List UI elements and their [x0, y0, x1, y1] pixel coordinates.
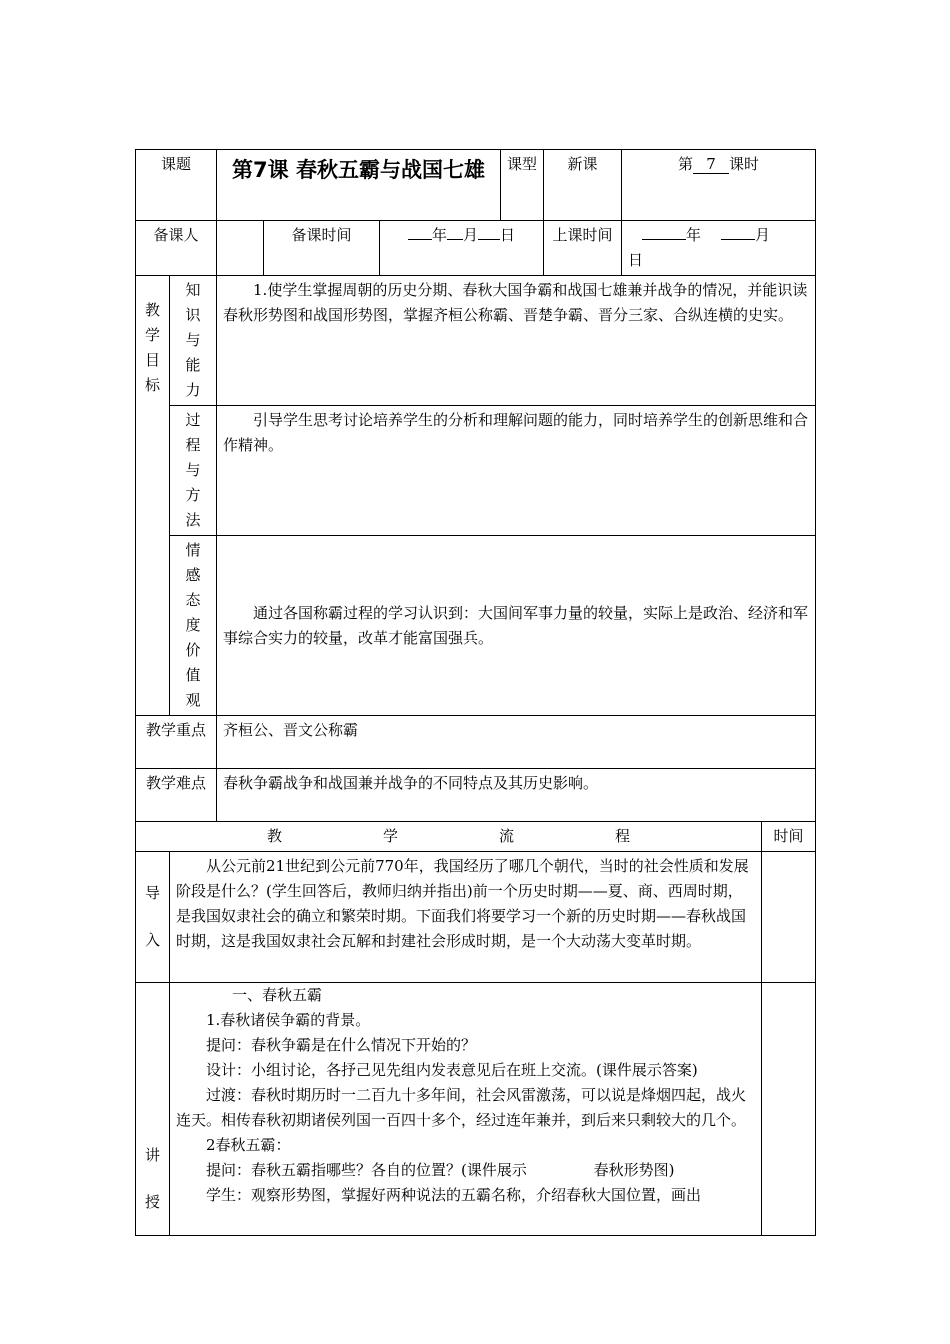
lecture-label: 讲 授 [136, 983, 170, 1236]
difficulty-label: 教学难点 [136, 769, 217, 822]
class-date: 年 月 日 [622, 221, 816, 276]
prep-row [136, 221, 816, 276]
lecture-line: 1.春秋诸侯争霸的背景。 [206, 1011, 371, 1029]
objective-process-row [136, 406, 816, 536]
lecture-line: 提问：春秋五霸指哪些？各自的位置？(课件展示 春秋形势图) [206, 1161, 675, 1179]
objective-knowledge-row [136, 276, 816, 406]
knowledge-text: 1.使学生掌握周朝的历史分期、春秋大国争霸和战国七雄兼并战争的情况，并能识读春秋形势图和战国形势图，掌握齐桓公称霸、晋楚争霸、晋分三家、合纵连横的史实。 [217, 276, 816, 406]
key-point-text: 齐桓公、晋文公称霸 [217, 716, 816, 769]
difficulty-row [136, 769, 816, 822]
time-label: 时间 [762, 822, 816, 852]
process-label: 过 程 与 方 法 [170, 406, 217, 536]
prep-date: 年 月 日 [380, 221, 544, 276]
flow-header-row [136, 822, 816, 852]
difficulty-text: 春秋争霸战争和战国兼并战争的不同特点及其历史影响。 [217, 769, 816, 822]
knowledge-label: 知 识 与 能 力 [170, 276, 217, 406]
lesson-plan-table [135, 149, 816, 1236]
lecture-line: 学生：观察形势图，掌握好两种说法的五霸名称，介绍春秋大国位置，画出 [206, 1186, 702, 1204]
key-point-label: 教学重点 [136, 716, 217, 769]
lecture-line: 提问：春秋争霸是在什么情况下开始的？ [206, 1036, 477, 1054]
period-cell [622, 150, 816, 221]
lecture-line: 设计：小组讨论，各抒己见先组内发表意见后在班上交流。(课件展示答案) [206, 1061, 698, 1079]
process-text: 引导学生思考讨论培养学生的分析和理解问题的能力，同时培养学生的创新思维和合作精神。 [217, 406, 816, 536]
topic-row [136, 150, 816, 221]
key-point-row [136, 716, 816, 769]
lecture-content [170, 983, 762, 1236]
prep-time-label: 备课时间 [264, 221, 380, 276]
emotion-label: 情 感 态 度 价 值 观 [170, 536, 217, 716]
lecture-row [136, 983, 816, 1236]
page-title: 第7课 春秋五霸与战国七雄 [217, 150, 501, 221]
period-suffix: 课时 [729, 155, 760, 173]
type-label: 课型 [501, 150, 544, 221]
emotion-text: 通过各国称霸过程的学习认识到：大国间军事力量的较量，实际上是政治、经济和军事综合实力的较量，改革才能富国强兵。 [217, 536, 816, 716]
lecture-time [762, 983, 816, 1236]
intro-text: 从公元前21世纪到公元前770年，我国经历了哪几个朝代，当时的社会性质和发展阶段是什么？(学生回答后，教师归纳并指出)前一个历史时期——夏、商、西周时期，是我国奴隶社会的确立和繁荣时期。下面我们将要学习一个新的历史时期——春秋战国时期，这是我国奴隶社会瓦解和封建社会形成时期，是一个大动荡大变革时期。 [170, 852, 762, 983]
objectives-label: 教 学 目 标 [136, 276, 170, 716]
objective-emotion-row [136, 536, 816, 716]
lecture-line: 2春秋五霸： [206, 1136, 291, 1154]
type-value: 新课 [544, 150, 622, 221]
class-time-label: 上课时间 [544, 221, 622, 276]
period-number: 7 [693, 155, 729, 174]
lecture-line: 一、春秋五霸 [232, 986, 323, 1004]
lecture-line: 过渡：春秋时期历时一二百九十多年间，社会风雷激荡，可以说是烽烟四起，战火连天。相传春秋初期诸侯列国一百四十多个，经过连年兼并，到后来只剩较大的几个。 [176, 1086, 747, 1129]
intro-label: 导 入 [136, 852, 170, 983]
intro-time [762, 852, 816, 983]
intro-row [136, 852, 816, 983]
flow-header: 教 学 流 程 [136, 822, 762, 852]
topic-label: 课题 [136, 150, 217, 221]
preparer-value [217, 221, 264, 276]
preparer-label: 备课人 [136, 221, 217, 276]
period-prefix: 第 [678, 155, 694, 173]
